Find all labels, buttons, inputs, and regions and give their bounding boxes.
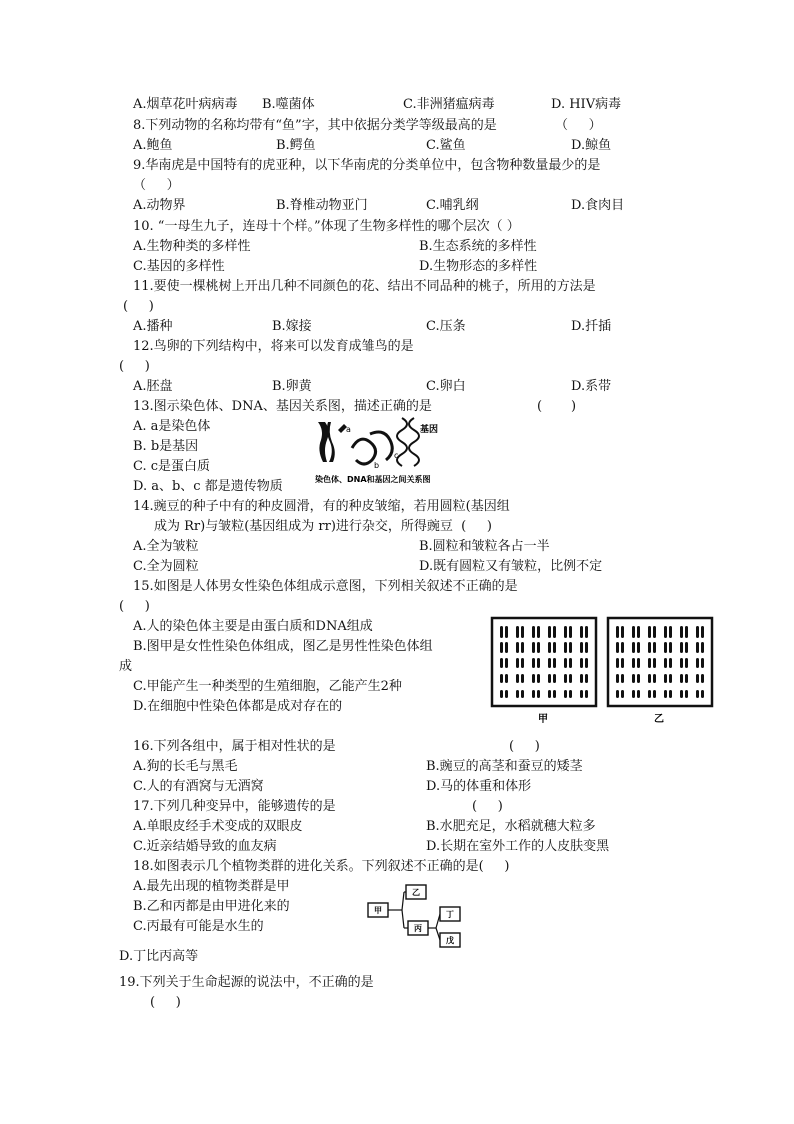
karyotype-chromosome <box>516 642 519 653</box>
karyotype-chromosome <box>637 626 640 638</box>
karyotype-chromosome <box>621 690 624 698</box>
karyotype-chromosome <box>680 658 683 668</box>
karyotype-chromosome <box>621 658 624 668</box>
karyotype-chromosome <box>669 642 672 653</box>
q18-option-d: D.丁比丙高等 <box>119 949 199 964</box>
q10-option-a: A.生物种类的多样性 <box>133 239 251 254</box>
karyotype-chromosome <box>532 690 535 698</box>
karyotype-chromosome <box>696 642 699 653</box>
karyotype-chromosome <box>616 658 619 668</box>
karyotype-chromosome <box>585 658 588 668</box>
q19-blank: ( ) <box>150 995 181 1010</box>
q16-option-b: B.豌豆的高茎和蚕豆的矮茎 <box>426 759 583 774</box>
q11-blank: ( ) <box>123 299 154 314</box>
karyotype-chromosome <box>569 642 572 653</box>
karyotype-chromosome <box>585 674 588 683</box>
karyotype-chromosome <box>621 674 624 683</box>
q12-option-c: C.卵白 <box>426 379 466 394</box>
q14-option-c: C.全为圆粒 <box>133 559 199 574</box>
karyotype-chromosome <box>648 658 651 668</box>
q7-option-c: C.非洲猪瘟病毒 <box>403 97 495 112</box>
q11-option-c: C.压条 <box>426 319 466 334</box>
karyotype-chromosome <box>548 626 551 638</box>
karyotype-chromosome <box>521 642 524 653</box>
q8-option-c: C.鲨鱼 <box>426 138 466 153</box>
karyotype-chromosome <box>532 674 535 683</box>
karyotype-chromosome <box>680 690 683 698</box>
q17-option-b: B.水肥充足，水稻就穗大粒多 <box>426 819 596 834</box>
q19-stem: 19.下列关于生命起源的说法中，不正确的是 <box>119 975 374 990</box>
karyotype-chromosome <box>537 642 540 653</box>
karyotype-chromosome <box>585 690 588 698</box>
q13-blank: ( ) <box>537 399 577 414</box>
karyotype-chromosome <box>653 674 656 683</box>
karyotype-chromosome <box>532 658 535 668</box>
q7-option-b: B.噬菌体 <box>262 97 315 112</box>
karyotype-chromosome <box>537 626 540 638</box>
q8-option-d: D.鲸鱼 <box>571 138 612 153</box>
karyotype-chromosome <box>680 642 683 653</box>
q10-option-b: B.生态系统的多样性 <box>419 239 537 254</box>
q17-option-d: D.长期在室外工作的人皮肤变黑 <box>426 839 610 854</box>
plant-evolution-figure <box>364 880 468 950</box>
q7-option-d: D. HIV病毒 <box>551 97 622 112</box>
karyotype-chromosome <box>637 690 640 698</box>
karyotype-chromosome <box>632 690 635 698</box>
karyotype-chromosome <box>621 642 624 653</box>
q14-option-a: A.全为皱粒 <box>133 539 199 554</box>
karyotype-chromosome <box>701 690 704 698</box>
karyotype-chromosome <box>505 690 508 698</box>
q11-option-d: D.扦插 <box>571 319 612 334</box>
q17-option-a: A.单眼皮经手术变成的双眼皮 <box>133 819 303 834</box>
karyotype-chromosome <box>680 626 683 638</box>
karyotype-chromosome <box>621 626 624 638</box>
q15-blank: ( ) <box>119 599 150 614</box>
karyotype-chromosome <box>516 658 519 668</box>
karyotype-chromosome <box>632 674 635 683</box>
karyotype-chromosome <box>701 626 704 638</box>
karyotype-chromosome <box>664 674 667 683</box>
karyotype-chromosome <box>696 626 699 638</box>
karyotype-chromosome <box>685 642 688 653</box>
q15-option-d: D.在细胞中性染色体都是成对存在的 <box>133 699 343 714</box>
karyotype-chromosome <box>616 674 619 683</box>
q18-stem: 18.如图表示几个植物类群的进化关系。下列叙述不正确的是( ) <box>133 859 510 874</box>
q14-stem: 14.豌豆的种子中有的种皮圆滑，有的种皮皱缩，若用圆粒(基因组 <box>133 499 510 514</box>
q9-stem: 9.华南虎是中国特有的虎亚种，以下华南虎的分类单位中，包含物种数量最少的是 <box>133 158 601 173</box>
q13-option-d: D. a、b、c 都是遗传物质 <box>133 479 283 494</box>
karyotype-chromosome <box>664 658 667 668</box>
fig13-label-a: a <box>346 425 351 434</box>
karyotype-chromosome <box>537 658 540 668</box>
q13-option-c: C. c是蛋白质 <box>133 459 211 474</box>
q12-option-b: B.卵黄 <box>272 379 312 394</box>
karyotype-chromosome <box>548 690 551 698</box>
karyotype-chromosome <box>637 642 640 653</box>
q16-option-a: A.狗的长毛与黑毛 <box>133 759 238 774</box>
karyotype-chromosome <box>616 690 619 698</box>
karyotype-chromosome <box>564 674 567 683</box>
karyotype-chromosome <box>696 674 699 683</box>
karyotype-chromosome <box>553 690 556 698</box>
karyotype-chromosome <box>553 658 556 668</box>
q12-stem: 12.鸟卵的下列结构中，将来可以发育成雏鸟的是 <box>133 339 414 354</box>
karyotype-chromosome <box>548 642 551 653</box>
q17-stem: 17.下列几种变异中，能够遗传的是 <box>133 799 336 814</box>
karyotype-chromosome <box>632 642 635 653</box>
karyotype-chromosome <box>669 690 672 698</box>
chromosome-dna-gene-figure <box>310 410 450 486</box>
q9-option-b: B.脊椎动物亚门 <box>276 198 368 213</box>
karyotype-chromosome <box>553 626 556 638</box>
q11-option-a: A.播种 <box>133 319 173 334</box>
q10-option-d: D.生物形态的多样性 <box>419 259 538 274</box>
karyotype-chromosome <box>532 642 535 653</box>
karyotype-chromosome <box>569 674 572 683</box>
karyotype-chromosome <box>701 642 704 653</box>
karyotype-chromosome <box>505 658 508 668</box>
q11-option-b: B.嫁接 <box>272 319 312 334</box>
q9-option-c: C.哺乳纲 <box>426 198 479 213</box>
q18-option-a: A.最先出现的植物类群是甲 <box>133 879 290 894</box>
q12-blank: ( ) <box>119 359 150 374</box>
q8-stem: 8.下列动物的名称均带有“鱼”字，其中依据分类学等级最高的是 <box>133 118 497 133</box>
q14-option-b: B.圆粒和皱粒各占一半 <box>419 539 550 554</box>
karyotype-chromosome <box>569 658 572 668</box>
q17-option-c: C.近亲结婚导致的血友病 <box>133 839 277 854</box>
q15-option-b: B.图甲是女性性染色体组成，图乙是男性性染色体组 <box>133 639 433 654</box>
karyotype-chromosome <box>696 658 699 668</box>
q15-option-a: A.人的染色体主要是由蛋白质和DNA组成 <box>133 619 373 634</box>
karyotype-chromosome <box>516 690 519 698</box>
karyotype-chromosome <box>701 674 704 683</box>
karyotype-chromosome <box>664 690 667 698</box>
q7-option-a: A.烟草花叶病病毒 <box>133 97 238 112</box>
karyotype-chromosome <box>505 642 508 653</box>
karyotype-label-jia: 甲 <box>538 714 548 725</box>
karyotype-chromosome <box>548 674 551 683</box>
karyotype-chromosome <box>569 626 572 638</box>
q10-option-c: C.基因的多样性 <box>133 259 225 274</box>
karyotype-chromosome <box>521 674 524 683</box>
fig18-node-yi: 乙 <box>412 888 420 897</box>
karyotype-chromosome <box>500 626 503 638</box>
karyotype-chromosome <box>701 658 704 668</box>
karyotype-chromosome <box>500 690 503 698</box>
fig13-caption: 染色体、DNA和基因之间关系图 <box>315 475 431 484</box>
karyotype-chromosome <box>685 626 688 638</box>
fig13-gene-label: 基因 <box>420 425 439 435</box>
karyotype-chromosome <box>553 642 556 653</box>
q13-option-a: A. a是染色体 <box>133 419 211 434</box>
karyotype-chromosome <box>505 626 508 638</box>
karyotype-chromosome <box>580 642 583 653</box>
karyotype-chromosome <box>669 658 672 668</box>
q16-blank: ( ) <box>509 739 540 754</box>
q9-option-d: D.食肉目 <box>571 198 625 213</box>
q15-option-b-cont: 成 <box>119 659 133 674</box>
karyotype-chromosome <box>585 642 588 653</box>
karyotype-chromosome <box>564 690 567 698</box>
karyotype-chromosome <box>500 642 503 653</box>
q9-blank: （ ） <box>133 178 180 193</box>
q10-stem: 10. “一母生九子，连母十个样。”体现了生物多样性的哪个层次（ ） <box>133 219 520 234</box>
q8-option-a: A.鲍鱼 <box>133 138 173 153</box>
karyotype-label-yi: 乙 <box>654 714 664 725</box>
q15-stem: 15.如图是人体男女性染色体组成示意图，下列相关叙述不正确的是 <box>133 579 518 594</box>
karyotype-chromosome <box>553 674 556 683</box>
q18-option-c: C.丙最有可能是水生的 <box>133 919 264 934</box>
fig18-node-jia: 甲 <box>374 906 382 915</box>
karyotype-chromosome <box>505 674 508 683</box>
karyotype-chromosome <box>648 642 651 653</box>
q17-blank: ( ) <box>472 799 503 814</box>
karyotype-chromosome <box>616 642 619 653</box>
karyotype-chromosome <box>685 658 688 668</box>
karyotype-chromosome <box>664 642 667 653</box>
karyotype-chromosome <box>537 674 540 683</box>
karyotype-chromosome <box>516 674 519 683</box>
karyotype-chromosome <box>632 626 635 638</box>
q15-option-c: C.甲能产生一种类型的生殖细胞，乙能产生2种 <box>133 679 402 694</box>
karyotype-chromosome <box>653 690 656 698</box>
karyotype-chromosome <box>669 626 672 638</box>
fig13-label-b: b <box>374 461 380 470</box>
karyotype-chromosome <box>564 626 567 638</box>
karyotype-chromosome <box>680 674 683 683</box>
karyotype-chromosome <box>564 658 567 668</box>
karyotype-chromosome <box>632 658 635 668</box>
karyotype-chromosome <box>664 626 667 638</box>
karyotype-chromosome <box>532 626 535 638</box>
karyotype-chromosome <box>685 690 688 698</box>
q12-option-a: A.胚盘 <box>133 379 173 394</box>
q14-option-d: D.既有圆粒又有皱粒，比例不定 <box>419 559 603 574</box>
karyotype-chromosome <box>637 658 640 668</box>
karyotype-chromosome <box>516 626 519 638</box>
karyotype-chromosome <box>537 690 540 698</box>
fig18-node-wu: 戊 <box>446 936 454 945</box>
karyotype-chromosome <box>648 674 651 683</box>
karyotype-chromosome <box>653 658 656 668</box>
q8-option-b: B.鳄鱼 <box>276 138 316 153</box>
karyotype-chromosome <box>580 674 583 683</box>
karyotype-chromosome <box>580 658 583 668</box>
fig18-node-ding: 丁 <box>446 910 454 919</box>
q16-option-c: C.人的有酒窝与无酒窝 <box>133 779 264 794</box>
karyotype-chromosome <box>521 626 524 638</box>
q12-option-d: D.系带 <box>571 379 612 394</box>
karyotype-chromosome <box>580 626 583 638</box>
q14-stem-cont: 成为 Rr)与皱粒(基因组成为 rr)进行杂交，所得豌豆 ( ) <box>154 519 492 534</box>
karyotype-chromosome <box>564 642 567 653</box>
q13-stem: 13.图示染色体、DNA、基因关系图，描述正确的是 <box>133 399 432 414</box>
q16-option-d: D.马的体重和体形 <box>426 779 532 794</box>
q9-option-a: A.动物界 <box>133 198 186 213</box>
karyotype-chromosome <box>521 690 524 698</box>
karyotype-chromosome <box>521 658 524 668</box>
karyotype-chromosome <box>500 658 503 668</box>
karyotype-chromosome <box>580 690 583 698</box>
karyotype-chromosome <box>653 642 656 653</box>
karyotype-chromosome <box>500 674 503 683</box>
fig13-label-c: c <box>394 451 399 460</box>
karyotype-chromosome <box>696 690 699 698</box>
karyotype-chromosome <box>648 626 651 638</box>
karyotype-chromosome <box>637 674 640 683</box>
karyotype-chromosome <box>569 690 572 698</box>
q13-option-b: B. b是基因 <box>133 439 199 454</box>
karyotype-chromosome <box>616 626 619 638</box>
fig18-node-bing: 丙 <box>414 924 422 933</box>
karyotype-chromosome <box>585 626 588 638</box>
q11-stem: 11.要使一棵桃树上开出几种不同颜色的花、结出不同品种的桃子，所用的方法是 <box>133 279 596 294</box>
q16-stem: 16.下列各组中，属于相对性状的是 <box>133 739 336 754</box>
q18-option-b: B.乙和丙都是由甲进化来的 <box>133 899 290 914</box>
karyotype-chromosome <box>669 674 672 683</box>
karyotype-chromosome <box>648 690 651 698</box>
karyotype-chromosome <box>653 626 656 638</box>
karyotype-chromosome <box>548 658 551 668</box>
karyotype-chromosome <box>685 674 688 683</box>
q8-blank: （ ） <box>555 118 602 133</box>
karyotype-figure <box>490 614 716 726</box>
